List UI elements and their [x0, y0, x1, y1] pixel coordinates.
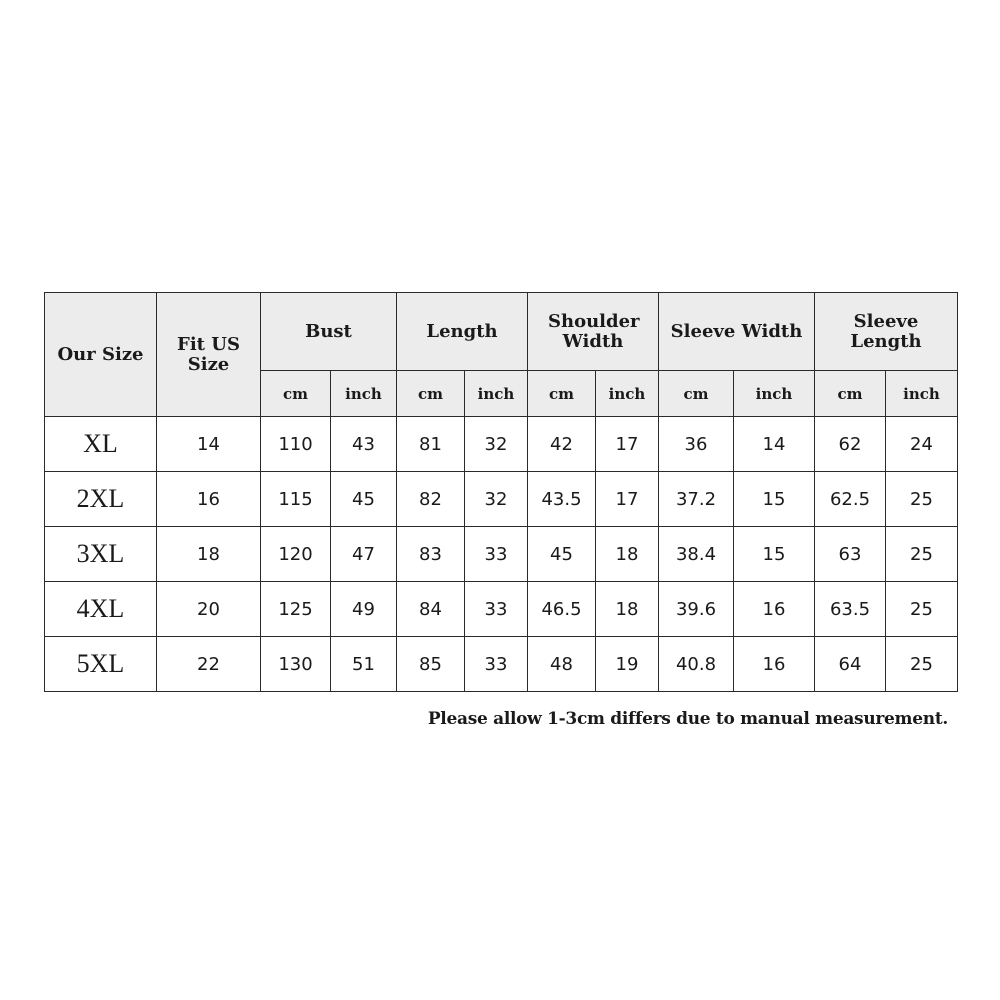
bust-inch: 49 [331, 582, 397, 637]
sleeve-width-inch: 16 [734, 582, 815, 637]
table-row [45, 527, 958, 582]
sleeve-length-inch: 24 [886, 417, 958, 472]
bust-cm: 130 [261, 637, 331, 692]
length-cm: 84 [397, 582, 465, 637]
shoulder-inch: 17 [596, 417, 659, 472]
sleeve-length-cm: 62 [815, 417, 886, 472]
size-label: 3XL [45, 527, 157, 582]
table-row [45, 472, 958, 527]
table-row [45, 582, 958, 637]
shoulder-cm: 43.5 [528, 472, 596, 527]
length-cm: 85 [397, 637, 465, 692]
bust-inch: 45 [331, 472, 397, 527]
bust-cm: 115 [261, 472, 331, 527]
sleeve-width-inch: 16 [734, 637, 815, 692]
size-label: 5XL [45, 637, 157, 692]
length-inch: 32 [465, 472, 528, 527]
sleeve-length-inch: 25 [886, 472, 958, 527]
sleeve-width-cm: 39.6 [659, 582, 734, 637]
shoulder-cm: 45 [528, 527, 596, 582]
length-inch: 32 [465, 417, 528, 472]
shoulder-inch: 18 [596, 582, 659, 637]
sleeve-width-inch: 15 [734, 472, 815, 527]
shoulder-cm: 48 [528, 637, 596, 692]
bust-inch: 51 [331, 637, 397, 692]
length-inch: 33 [465, 582, 528, 637]
shoulder-inch: 17 [596, 472, 659, 527]
unit-bust-cm: cm [261, 371, 331, 417]
measurement-note: Please allow 1-3cm differs due to manual measurement. [427, 709, 948, 729]
length-inch: 33 [465, 527, 528, 582]
header-bust: Bust [261, 293, 397, 371]
length-cm: 82 [397, 472, 465, 527]
unit-sleeve-width-inch: inch [734, 371, 815, 417]
unit-length-inch: inch [465, 371, 528, 417]
unit-shoulder-inch: inch [596, 371, 659, 417]
header-length: Length [397, 293, 528, 371]
sleeve-width-inch: 15 [734, 527, 815, 582]
bust-inch: 43 [331, 417, 397, 472]
sleeve-width-inch: 14 [734, 417, 815, 472]
us-size: 14 [157, 417, 261, 472]
us-size: 18 [157, 527, 261, 582]
unit-sleeve-length-cm: cm [815, 371, 886, 417]
sleeve-length-cm: 63.5 [815, 582, 886, 637]
unit-sleeve-length-inch: inch [886, 371, 958, 417]
size-label: XL [45, 417, 157, 472]
bust-cm: 120 [261, 527, 331, 582]
unit-sleeve-width-cm: cm [659, 371, 734, 417]
sleeve-length-inch: 25 [886, 637, 958, 692]
sleeve-width-cm: 37.2 [659, 472, 734, 527]
sleeve-width-cm: 40.8 [659, 637, 734, 692]
header-fit-us-size-label: Fit US Size [177, 333, 240, 375]
header-sleeve-width: Sleeve Width [659, 293, 815, 371]
sleeve-width-cm: 36 [659, 417, 734, 472]
bust-cm: 125 [261, 582, 331, 637]
sleeve-length-cm: 63 [815, 527, 886, 582]
shoulder-cm: 46.5 [528, 582, 596, 637]
us-size: 22 [157, 637, 261, 692]
length-cm: 81 [397, 417, 465, 472]
bust-cm: 110 [261, 417, 331, 472]
unit-bust-inch: inch [331, 371, 397, 417]
unit-shoulder-cm: cm [528, 371, 596, 417]
header-shoulder-width [528, 293, 659, 371]
header-sleeve-length-label: Sleeve Length [850, 310, 922, 352]
shoulder-cm: 42 [528, 417, 596, 472]
sleeve-width-cm: 38.4 [659, 527, 734, 582]
shoulder-inch: 19 [596, 637, 659, 692]
header-our-size: Our Size [45, 293, 157, 417]
unit-length-cm: cm [397, 371, 465, 417]
table-row [45, 417, 958, 472]
bust-inch: 47 [331, 527, 397, 582]
size-label: 4XL [45, 582, 157, 637]
header-shoulder-width-label: Shoulder Width [548, 310, 640, 352]
header-fit-us-size [157, 293, 261, 417]
us-size: 16 [157, 472, 261, 527]
us-size: 20 [157, 582, 261, 637]
sleeve-length-inch: 25 [886, 582, 958, 637]
sleeve-length-inch: 25 [886, 527, 958, 582]
sleeve-length-cm: 64 [815, 637, 886, 692]
size-chart-table [44, 292, 958, 692]
length-inch: 33 [465, 637, 528, 692]
sleeve-length-cm: 62.5 [815, 472, 886, 527]
table-row [45, 637, 958, 692]
length-cm: 83 [397, 527, 465, 582]
shoulder-inch: 18 [596, 527, 659, 582]
header-sleeve-length [815, 293, 958, 371]
size-label: 2XL [45, 472, 157, 527]
